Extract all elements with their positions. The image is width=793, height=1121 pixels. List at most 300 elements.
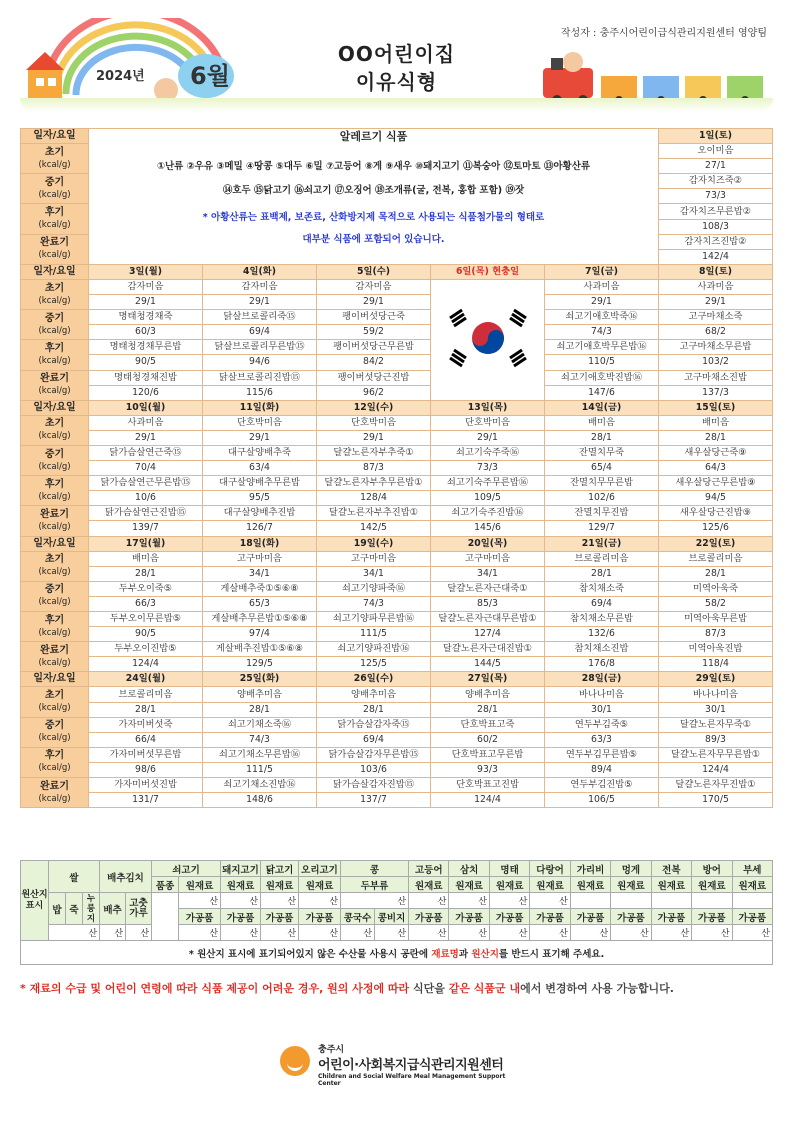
stage-name: 완료기 xyxy=(40,508,69,520)
rice-sub-2: 누룽지 xyxy=(83,893,100,925)
day-header: 8일(토) xyxy=(659,264,773,279)
meal-kcal: 10/6 xyxy=(89,491,203,506)
meal-kcal: 96/2 xyxy=(317,385,431,400)
pork-raw-san: 산 xyxy=(221,893,261,909)
stage-label xyxy=(21,506,89,536)
meal-name: 쇠고기숙주죽⑯ xyxy=(431,445,545,460)
meal-kcal: 137/7 xyxy=(317,793,431,808)
meal-name: 두부오이진밥⑤ xyxy=(89,642,203,657)
meal-name: 닭살브로콜리무른밥⑮ xyxy=(203,340,317,355)
meal-name: 대구살양배추무른밥 xyxy=(203,476,317,491)
pork-processed-san: 산 xyxy=(221,925,261,941)
fish-san-3: 산 xyxy=(530,893,570,909)
stage-unit: (kcal/g) xyxy=(38,521,71,532)
meal-kcal: 74/3 xyxy=(317,596,431,611)
meal-name: 양배추미음 xyxy=(203,687,317,702)
fish-raw-7: 원재료 xyxy=(692,877,732,893)
allergy-items xyxy=(90,155,657,203)
stage-unit: (kcal/g) xyxy=(38,763,71,774)
stage-unit: (kcal/g) xyxy=(38,657,71,668)
meal-name: 달걀노른자근대진밥① xyxy=(431,642,545,657)
origin-note-mid: 과 xyxy=(458,948,472,960)
meal-name: 사과미음 xyxy=(659,279,773,294)
meal-kcal: 29/1 xyxy=(89,430,203,445)
meal-kcal: 87/3 xyxy=(317,461,431,476)
meal-name: 미역아욱죽 xyxy=(659,581,773,596)
allergy-note2: 대부분 식품에 포함되어 있습니다. xyxy=(302,234,445,245)
meal-name: 대구살양배추죽 xyxy=(203,445,317,460)
fish-san-2: 산 xyxy=(489,893,529,909)
meal-kcal: 126/7 xyxy=(203,521,317,536)
stage-name: 후기 xyxy=(44,207,65,219)
meal-kcal: 65/4 xyxy=(545,461,659,476)
meal-kcal: 111/5 xyxy=(317,627,431,642)
meal-kcal: 102/6 xyxy=(545,491,659,506)
origin-pork: 돼지고기 xyxy=(221,861,261,877)
meal-name: 가자미버섯진밥 xyxy=(89,778,203,793)
meal-kcal: 73/3 xyxy=(659,189,773,204)
stage-unit: (kcal/g) xyxy=(38,295,71,306)
meal-name: 사과미음 xyxy=(89,415,203,430)
logo-name: 어린이·사회복지급식관리지원센터 xyxy=(318,1058,504,1073)
header-band xyxy=(20,98,773,112)
meal-name: 쇠고기애호박죽⑯ xyxy=(545,310,659,325)
meal-kcal: 63/3 xyxy=(545,732,659,747)
fish-san-8 xyxy=(732,893,772,909)
stage-label xyxy=(21,551,89,581)
meal-kcal: 34/1 xyxy=(317,566,431,581)
bean-noodle: 콩국수 xyxy=(341,909,375,925)
origin-fish-5: 멍게 xyxy=(611,861,651,877)
fishp-san-7: 산 xyxy=(692,925,732,941)
meal-kcal: 103/6 xyxy=(317,762,431,777)
meal-kcal: 124/4 xyxy=(431,793,545,808)
kimchi-san-0: 산 xyxy=(100,925,126,941)
stage-label xyxy=(21,687,89,717)
allergy-note1: * 아황산류는 표백제, 보존료, 산화방지제 목적으로 사용되는 식품첨가물의 형태로 xyxy=(202,212,545,223)
origin-fish-6: 전복 xyxy=(651,861,691,877)
fishp-san-8: 산 xyxy=(732,925,772,941)
fish-san-4 xyxy=(570,893,610,909)
origin-duck: 오리고기 xyxy=(299,861,341,877)
footnote-part1: 재료의 수급 및 어린이 연령에 따라 식품 제공이 어려운 경우, 원의 사정에 따라 xyxy=(29,982,410,995)
meal-name: 가자미버섯무른밥 xyxy=(89,747,203,762)
day-header-label: 일자/요일 xyxy=(21,400,89,415)
meal-kcal: 66/3 xyxy=(89,596,203,611)
meal-kcal: 144/5 xyxy=(431,657,545,672)
allergy-panel xyxy=(89,129,659,265)
meal-kcal: 94/6 xyxy=(203,355,317,370)
stage-name: 후기 xyxy=(44,614,65,626)
stage-name: 중기 xyxy=(44,312,65,324)
day-header-label: 일자/요일 xyxy=(21,672,89,687)
fishp-san-5: 산 xyxy=(611,925,651,941)
meal-name: 달걀노른자무진밥① xyxy=(659,778,773,793)
meal-kcal: 34/1 xyxy=(431,566,545,581)
meal-name: 참치채소무른밥 xyxy=(545,612,659,627)
stage-name: 초기 xyxy=(44,146,65,158)
fish-processed-7: 가공품 xyxy=(692,909,732,925)
fishp-san-0: 산 xyxy=(409,925,449,941)
meal-kcal: 142/5 xyxy=(317,521,431,536)
meal-kcal: 148/6 xyxy=(203,793,317,808)
meal-kcal: 89/3 xyxy=(659,732,773,747)
day-header: 7일(금) xyxy=(545,264,659,279)
meal-name: 잔멸치무진밥 xyxy=(545,506,659,521)
chicken-processed: 가공품 xyxy=(261,909,299,925)
meal-kcal: 63/4 xyxy=(203,461,317,476)
meal-name: 고구마미음 xyxy=(203,551,317,566)
chicken-raw-san: 산 xyxy=(261,893,299,909)
meal-kcal: 64/3 xyxy=(659,461,773,476)
day-header: 17일(월) xyxy=(89,536,203,551)
origin-beef: 쇠고기 xyxy=(152,861,221,877)
meal-name: 새우살당근진밥⑨ xyxy=(659,506,773,521)
stage-unit: (kcal/g) xyxy=(38,567,71,578)
day-header: 20일(목) xyxy=(431,536,545,551)
origin-note xyxy=(21,941,773,965)
day-header: 22일(토) xyxy=(659,536,773,551)
stage-label xyxy=(21,144,89,174)
day-header: 6일(목) 현충일 xyxy=(431,264,545,279)
stage-name: 중기 xyxy=(44,720,65,732)
fish-raw-0: 원재료 xyxy=(409,877,449,893)
meal-name: 달걀노른자부추죽① xyxy=(317,445,431,460)
origin-kimchi: 배추김치 xyxy=(100,861,152,893)
stage-label xyxy=(21,445,89,475)
meal-kcal: 58/2 xyxy=(659,596,773,611)
meal-kcal: 28/1 xyxy=(545,430,659,445)
meal-name: 달걀노른자근대무른밥① xyxy=(431,612,545,627)
fish-processed-5: 가공품 xyxy=(611,909,651,925)
stage-unit: (kcal/g) xyxy=(38,189,71,200)
day-header: 26일(수) xyxy=(317,672,431,687)
day-header: 5일(수) xyxy=(317,264,431,279)
fishp-san-6: 산 xyxy=(651,925,691,941)
meal-name: 고구마채소무른밥 xyxy=(659,340,773,355)
stage-name: 완료기 xyxy=(40,237,69,249)
origin-rice: 쌀 xyxy=(49,861,100,893)
fish-san-5 xyxy=(611,893,651,909)
pork-processed: 가공품 xyxy=(221,909,261,925)
rice-sub-1: 죽 xyxy=(66,893,83,925)
fish-san-6 xyxy=(651,893,691,909)
fish-processed-8: 가공품 xyxy=(732,909,772,925)
meal-name: 쇠고기양파무른밥⑯ xyxy=(317,612,431,627)
fish-san-0: 산 xyxy=(409,893,449,909)
origin-fish-3: 다랑어 xyxy=(530,861,570,877)
smile-logo-icon xyxy=(280,1046,310,1076)
meal-name: 명태청경채무른밥 xyxy=(89,340,203,355)
meal-kcal: 70/4 xyxy=(89,461,203,476)
meal-kcal: 109/5 xyxy=(431,491,545,506)
beef-processed-san: 산 xyxy=(179,925,221,941)
stage-label xyxy=(21,747,89,777)
bean-tofu: 두부류 xyxy=(341,877,409,893)
kimchi-san-1: 산 xyxy=(126,925,152,941)
stage-label xyxy=(21,174,89,204)
footnote-part4: 에서 변경하여 사용 가능합니다. xyxy=(520,982,674,995)
meal-kcal: 30/1 xyxy=(545,702,659,717)
beef-processed: 가공품 xyxy=(179,909,221,925)
meal-kcal: 95/5 xyxy=(203,491,317,506)
meal-name: 쇠고기애호박무른밥⑯ xyxy=(545,340,659,355)
day-header-label: 일자/요일 xyxy=(21,129,89,144)
origin-note-red2: 원산지 xyxy=(471,948,499,960)
origin-fish-7: 방어 xyxy=(692,861,732,877)
meal-name: 잔멸치무죽 xyxy=(545,445,659,460)
meal-kcal: 69/4 xyxy=(203,325,317,340)
beef-raw: 원재료 xyxy=(179,877,221,893)
day-header: 18일(화) xyxy=(203,536,317,551)
fish-raw-8: 원재료 xyxy=(732,877,772,893)
footnote-part2: 식단을 xyxy=(409,982,449,995)
stage-label xyxy=(21,476,89,506)
meal-name: 고구마미음 xyxy=(431,551,545,566)
meal-kcal: 129/5 xyxy=(203,657,317,672)
day-header: 12일(수) xyxy=(317,400,431,415)
meal-name: 단호박표고무른밥 xyxy=(431,747,545,762)
stage-unit: (kcal/g) xyxy=(38,491,71,502)
author-text: 작성자 : 충주시어린이급식관리지원센터 영양팀 xyxy=(560,28,767,39)
meal-name: 명태청경채진밥 xyxy=(89,370,203,385)
meal-name: 쇠고기양파진밥⑯ xyxy=(317,642,431,657)
stage-unit: (kcal/g) xyxy=(38,793,71,804)
meal-kcal: 125/5 xyxy=(317,657,431,672)
origin-note-post: 를 반드시 표기해 주세요. xyxy=(498,948,605,960)
meal-kcal: 98/6 xyxy=(89,762,203,777)
stage-name: 초기 xyxy=(44,690,65,702)
meal-name: 사과미음 xyxy=(545,279,659,294)
meal-name: 단호박미음 xyxy=(431,415,545,430)
meal-kcal: 90/5 xyxy=(89,627,203,642)
meal-kcal: 60/2 xyxy=(431,732,545,747)
meal-kcal: 110/5 xyxy=(545,355,659,370)
title-line2: 이유식형 xyxy=(355,70,438,94)
meal-kcal: 94/5 xyxy=(659,491,773,506)
stage-unit: (kcal/g) xyxy=(38,597,71,608)
stage-label xyxy=(21,415,89,445)
stage-name: 완료기 xyxy=(40,373,69,385)
day-header: 15일(토) xyxy=(659,400,773,415)
origin-fish-0: 고등어 xyxy=(409,861,449,877)
meal-name: 연두부김죽⑤ xyxy=(545,717,659,732)
rice-san: 산 xyxy=(49,925,100,941)
meal-kcal: 87/3 xyxy=(659,627,773,642)
meal-kcal: 59/2 xyxy=(317,325,431,340)
meal-kcal: 147/6 xyxy=(545,385,659,400)
holiday-flag-cell xyxy=(431,279,545,400)
stage-unit: (kcal/g) xyxy=(38,431,71,442)
meal-kcal: 66/4 xyxy=(89,732,203,747)
allergy-note xyxy=(90,207,657,251)
rice-sub-0: 밥 xyxy=(49,893,66,925)
stage-label xyxy=(21,310,89,340)
meal-kcal: 120/6 xyxy=(89,385,203,400)
meal-kcal: 127/4 xyxy=(431,627,545,642)
stage-unit: (kcal/g) xyxy=(38,703,71,714)
meal-kcal: 29/1 xyxy=(203,295,317,310)
meal-name: 단호박미음 xyxy=(317,415,431,430)
origin-chicken: 닭고기 xyxy=(261,861,299,877)
meal-name: 새우살당근죽⑨ xyxy=(659,445,773,460)
meal-name: 양배추미음 xyxy=(317,687,431,702)
meal-name: 배미음 xyxy=(89,551,203,566)
meal-kcal: 30/1 xyxy=(659,702,773,717)
meal-name: 감자치즈무른밥② xyxy=(659,204,773,219)
meal-name: 브로콜리미음 xyxy=(545,551,659,566)
meal-kcal: 28/1 xyxy=(431,702,545,717)
month-text: 6월 xyxy=(190,62,230,90)
meal-kcal: 124/4 xyxy=(89,657,203,672)
year-text: 2024년 xyxy=(96,69,145,84)
center-logo xyxy=(280,1042,530,1088)
stage-label xyxy=(21,642,89,672)
fish-san-7 xyxy=(692,893,732,909)
fish-processed-6: 가공품 xyxy=(651,909,691,925)
meal-kcal: 65/3 xyxy=(203,596,317,611)
meal-name: 달걀노른자무죽① xyxy=(659,717,773,732)
meal-kcal: 111/5 xyxy=(203,762,317,777)
stage-label xyxy=(21,279,89,309)
meal-kcal: 28/1 xyxy=(89,566,203,581)
stage-unit: (kcal/g) xyxy=(38,386,71,397)
meal-name: 달걀노른자부추진밥① xyxy=(317,506,431,521)
meal-name: 연두부김진밥⑤ xyxy=(545,778,659,793)
origin-bean: 콩 xyxy=(341,861,409,877)
stage-label xyxy=(21,340,89,370)
day-header: 11일(화) xyxy=(203,400,317,415)
meal-kcal: 90/5 xyxy=(89,355,203,370)
meal-name: 두부오이무른밥⑤ xyxy=(89,612,203,627)
fish-raw-2: 원재료 xyxy=(489,877,529,893)
footnote-star: * xyxy=(20,982,26,995)
meal-name: 게살배추죽①⑤⑥⑧ xyxy=(203,581,317,596)
origin-fish-1: 삼치 xyxy=(449,861,489,877)
meal-name: 감자미음 xyxy=(317,279,431,294)
meal-name: 게살배추진밥①⑤⑥⑧ xyxy=(203,642,317,657)
day-header: 27일(목) xyxy=(431,672,545,687)
meal-name: 팽이버섯당근죽 xyxy=(317,310,431,325)
meal-name: 쇠고기숙주무른밥⑯ xyxy=(431,476,545,491)
meal-name: 연두부김무른밥⑤ xyxy=(545,747,659,762)
meal-name: 고구마채소죽 xyxy=(659,310,773,325)
meal-kcal: 60/3 xyxy=(89,325,203,340)
meal-kcal: 29/1 xyxy=(659,295,773,310)
meal-kcal: 106/5 xyxy=(545,793,659,808)
origin-note-red1: 재료명 xyxy=(431,948,459,960)
title-line1: OO어린이집 xyxy=(337,42,456,66)
meal-kcal: 29/1 xyxy=(317,430,431,445)
meal-name: 닭가슴살감자죽⑮ xyxy=(317,717,431,732)
meal-kcal: 29/1 xyxy=(203,430,317,445)
meal-name: 잔멸치무무른밥 xyxy=(545,476,659,491)
stage-label xyxy=(21,778,89,808)
meal-name: 대구살양배추진밥 xyxy=(203,506,317,521)
origin-fish-8: 부세 xyxy=(732,861,772,877)
meal-kcal: 29/1 xyxy=(317,295,431,310)
meal-name: 닭가슴살감자무른밥⑮ xyxy=(317,747,431,762)
day-header-label: 일자/요일 xyxy=(21,536,89,551)
fish-raw-4: 원재료 xyxy=(570,877,610,893)
chicken-processed-san: 산 xyxy=(261,925,299,941)
meal-name: 명태청경채죽 xyxy=(89,310,203,325)
fish-raw-1: 원재료 xyxy=(449,877,489,893)
menu-table xyxy=(20,128,773,808)
fishp-san-4: 산 xyxy=(570,925,610,941)
fishp-san-3: 산 xyxy=(530,925,570,941)
stage-label xyxy=(21,370,89,400)
meal-kcal: 84/2 xyxy=(317,355,431,370)
meal-kcal: 125/6 xyxy=(659,521,773,536)
meal-name: 배미음 xyxy=(545,415,659,430)
meal-name: 쇠고기숙주진밥⑯ xyxy=(431,506,545,521)
fish-raw-6: 원재료 xyxy=(651,877,691,893)
meal-kcal: 176/8 xyxy=(545,657,659,672)
meal-kcal: 103/2 xyxy=(659,355,773,370)
duck-processed-san: 산 xyxy=(299,925,341,941)
chicken-raw: 원재료 xyxy=(261,877,299,893)
stage-unit: (kcal/g) xyxy=(38,159,71,170)
day-header: 3일(월) xyxy=(89,264,203,279)
meal-name: 바나나미음 xyxy=(545,687,659,702)
meal-kcal: 27/1 xyxy=(659,159,773,174)
stage-unit: (kcal/g) xyxy=(38,733,71,744)
beef-kind-blank xyxy=(152,893,179,941)
meal-kcal: 108/3 xyxy=(659,219,773,234)
meal-name: 단호박표고죽 xyxy=(431,717,545,732)
meal-name: 닭가슴살연근무른밥⑮ xyxy=(89,476,203,491)
footnote xyxy=(20,980,780,996)
meal-name: 게살배추무른밥①⑤⑥⑧ xyxy=(203,612,317,627)
meal-name: 쇠고기채소진밥⑯ xyxy=(203,778,317,793)
fish-processed-2: 가공품 xyxy=(489,909,529,925)
meal-kcal: 69/4 xyxy=(317,732,431,747)
fishp-san-1: 산 xyxy=(449,925,489,941)
meal-name: 감자미음 xyxy=(203,279,317,294)
stage-name: 중기 xyxy=(44,448,65,460)
meal-name: 팽이버섯당근진밥 xyxy=(317,370,431,385)
meal-name: 브로콜리미음 xyxy=(659,551,773,566)
meal-kcal: 129/7 xyxy=(545,521,659,536)
meal-kcal: 137/3 xyxy=(659,385,773,400)
day-header: 4일(화) xyxy=(203,264,317,279)
meal-name: 참치채소죽 xyxy=(545,581,659,596)
meal-kcal: 142/4 xyxy=(659,249,773,264)
meal-name: 쇠고기애호박진밥⑯ xyxy=(545,370,659,385)
meal-kcal: 131/7 xyxy=(89,793,203,808)
day-header: 24일(월) xyxy=(89,672,203,687)
meal-kcal: 28/1 xyxy=(545,566,659,581)
meal-name: 고구마미음 xyxy=(317,551,431,566)
meal-kcal: 132/6 xyxy=(545,627,659,642)
day-header: 10일(월) xyxy=(89,400,203,415)
origin-note-pre: * 원산지 표시에 표기되어있지 않은 수산물 사용시 공란에 xyxy=(188,948,432,960)
meal-name: 감자미음 xyxy=(89,279,203,294)
origin-fish-4: 가리비 xyxy=(570,861,610,877)
fish-processed-0: 가공품 xyxy=(409,909,449,925)
meal-kcal: 170/5 xyxy=(659,793,773,808)
meal-name: 쇠고기채소죽⑯ xyxy=(203,717,317,732)
allergy-line1: ①난류 ②우유 ③메밀 ④땅콩 ⑤대두 ⑥밀 ⑦고등어 ⑧게 ⑨새우 ⑩돼지고기 ⑪복숭아 ⑫토마토 ⑬아황산류 xyxy=(156,161,591,172)
stage-label xyxy=(21,581,89,611)
day-header: 13일(목) xyxy=(431,400,545,415)
bean-pulp: 콩비지 xyxy=(375,909,409,925)
stage-unit: (kcal/g) xyxy=(38,220,71,231)
meal-name: 닭살브로콜리진밥⑮ xyxy=(203,370,317,385)
tofu-san: 산 xyxy=(341,893,409,909)
meal-name: 바나나미음 xyxy=(659,687,773,702)
